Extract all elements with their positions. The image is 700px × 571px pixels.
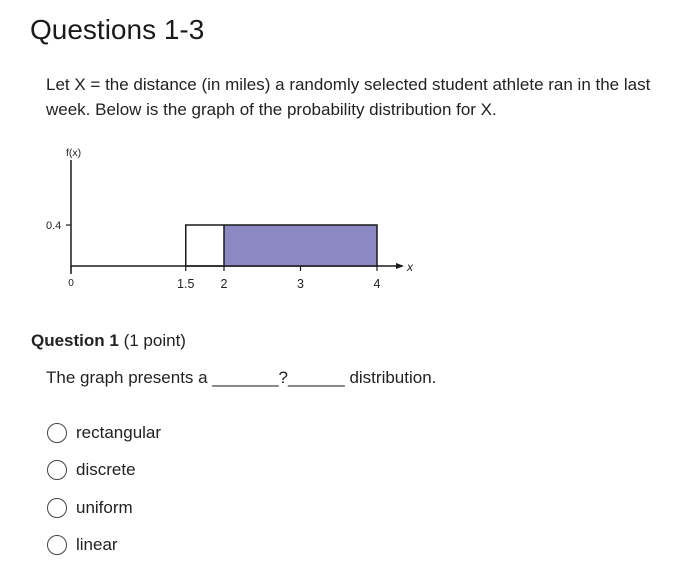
question-header [31, 331, 186, 351]
x-axis-arrow-icon [396, 263, 404, 269]
question-points: (1 point) [123, 331, 186, 350]
x-ticks [68, 266, 380, 291]
x-tick-label: 3 [297, 277, 304, 291]
radio-button[interactable] [47, 535, 67, 555]
prompt-before: The graph presents a [46, 368, 208, 387]
shaded-region [224, 225, 377, 266]
option-discrete[interactable] [47, 452, 161, 490]
y-tick-label: 0.4 [46, 220, 62, 232]
question-intro-text: Let X = the distance (in miles) a randomly selected student athlete ran in the last week. Below is the graph of the probability distribution for X. [46, 75, 651, 119]
x-axis-label: x [407, 260, 413, 274]
radio-button[interactable] [47, 498, 67, 518]
option-label: discrete [76, 460, 136, 480]
radio-button[interactable] [47, 460, 67, 480]
option-label: linear [76, 535, 118, 555]
x-tick-label: 2 [220, 277, 228, 291]
x-tick-label: 1.5 [177, 277, 195, 291]
x-tick-label: 0 [68, 278, 74, 289]
prompt-after: distribution. [349, 368, 437, 387]
option-uniform[interactable] [47, 489, 161, 527]
option-label: uniform [76, 497, 133, 517]
radio-button[interactable] [47, 423, 67, 443]
density-rectangles [186, 225, 377, 266]
probability-graph [20, 140, 440, 305]
option-rectangular[interactable] [47, 414, 161, 452]
x-tick-label: 4 [373, 277, 381, 291]
prompt-blank: _______?______ [212, 368, 345, 387]
option-label: rectangular [76, 422, 162, 442]
probability-distribution-chart [20, 140, 440, 300]
answer-options [47, 414, 161, 564]
option-linear[interactable] [47, 527, 161, 565]
question-prompt [46, 368, 436, 388]
question-label: Question 1 [31, 331, 119, 350]
page-title: Questions 1-3 [30, 14, 205, 45]
y-axis-label: f(x) [66, 147, 82, 159]
